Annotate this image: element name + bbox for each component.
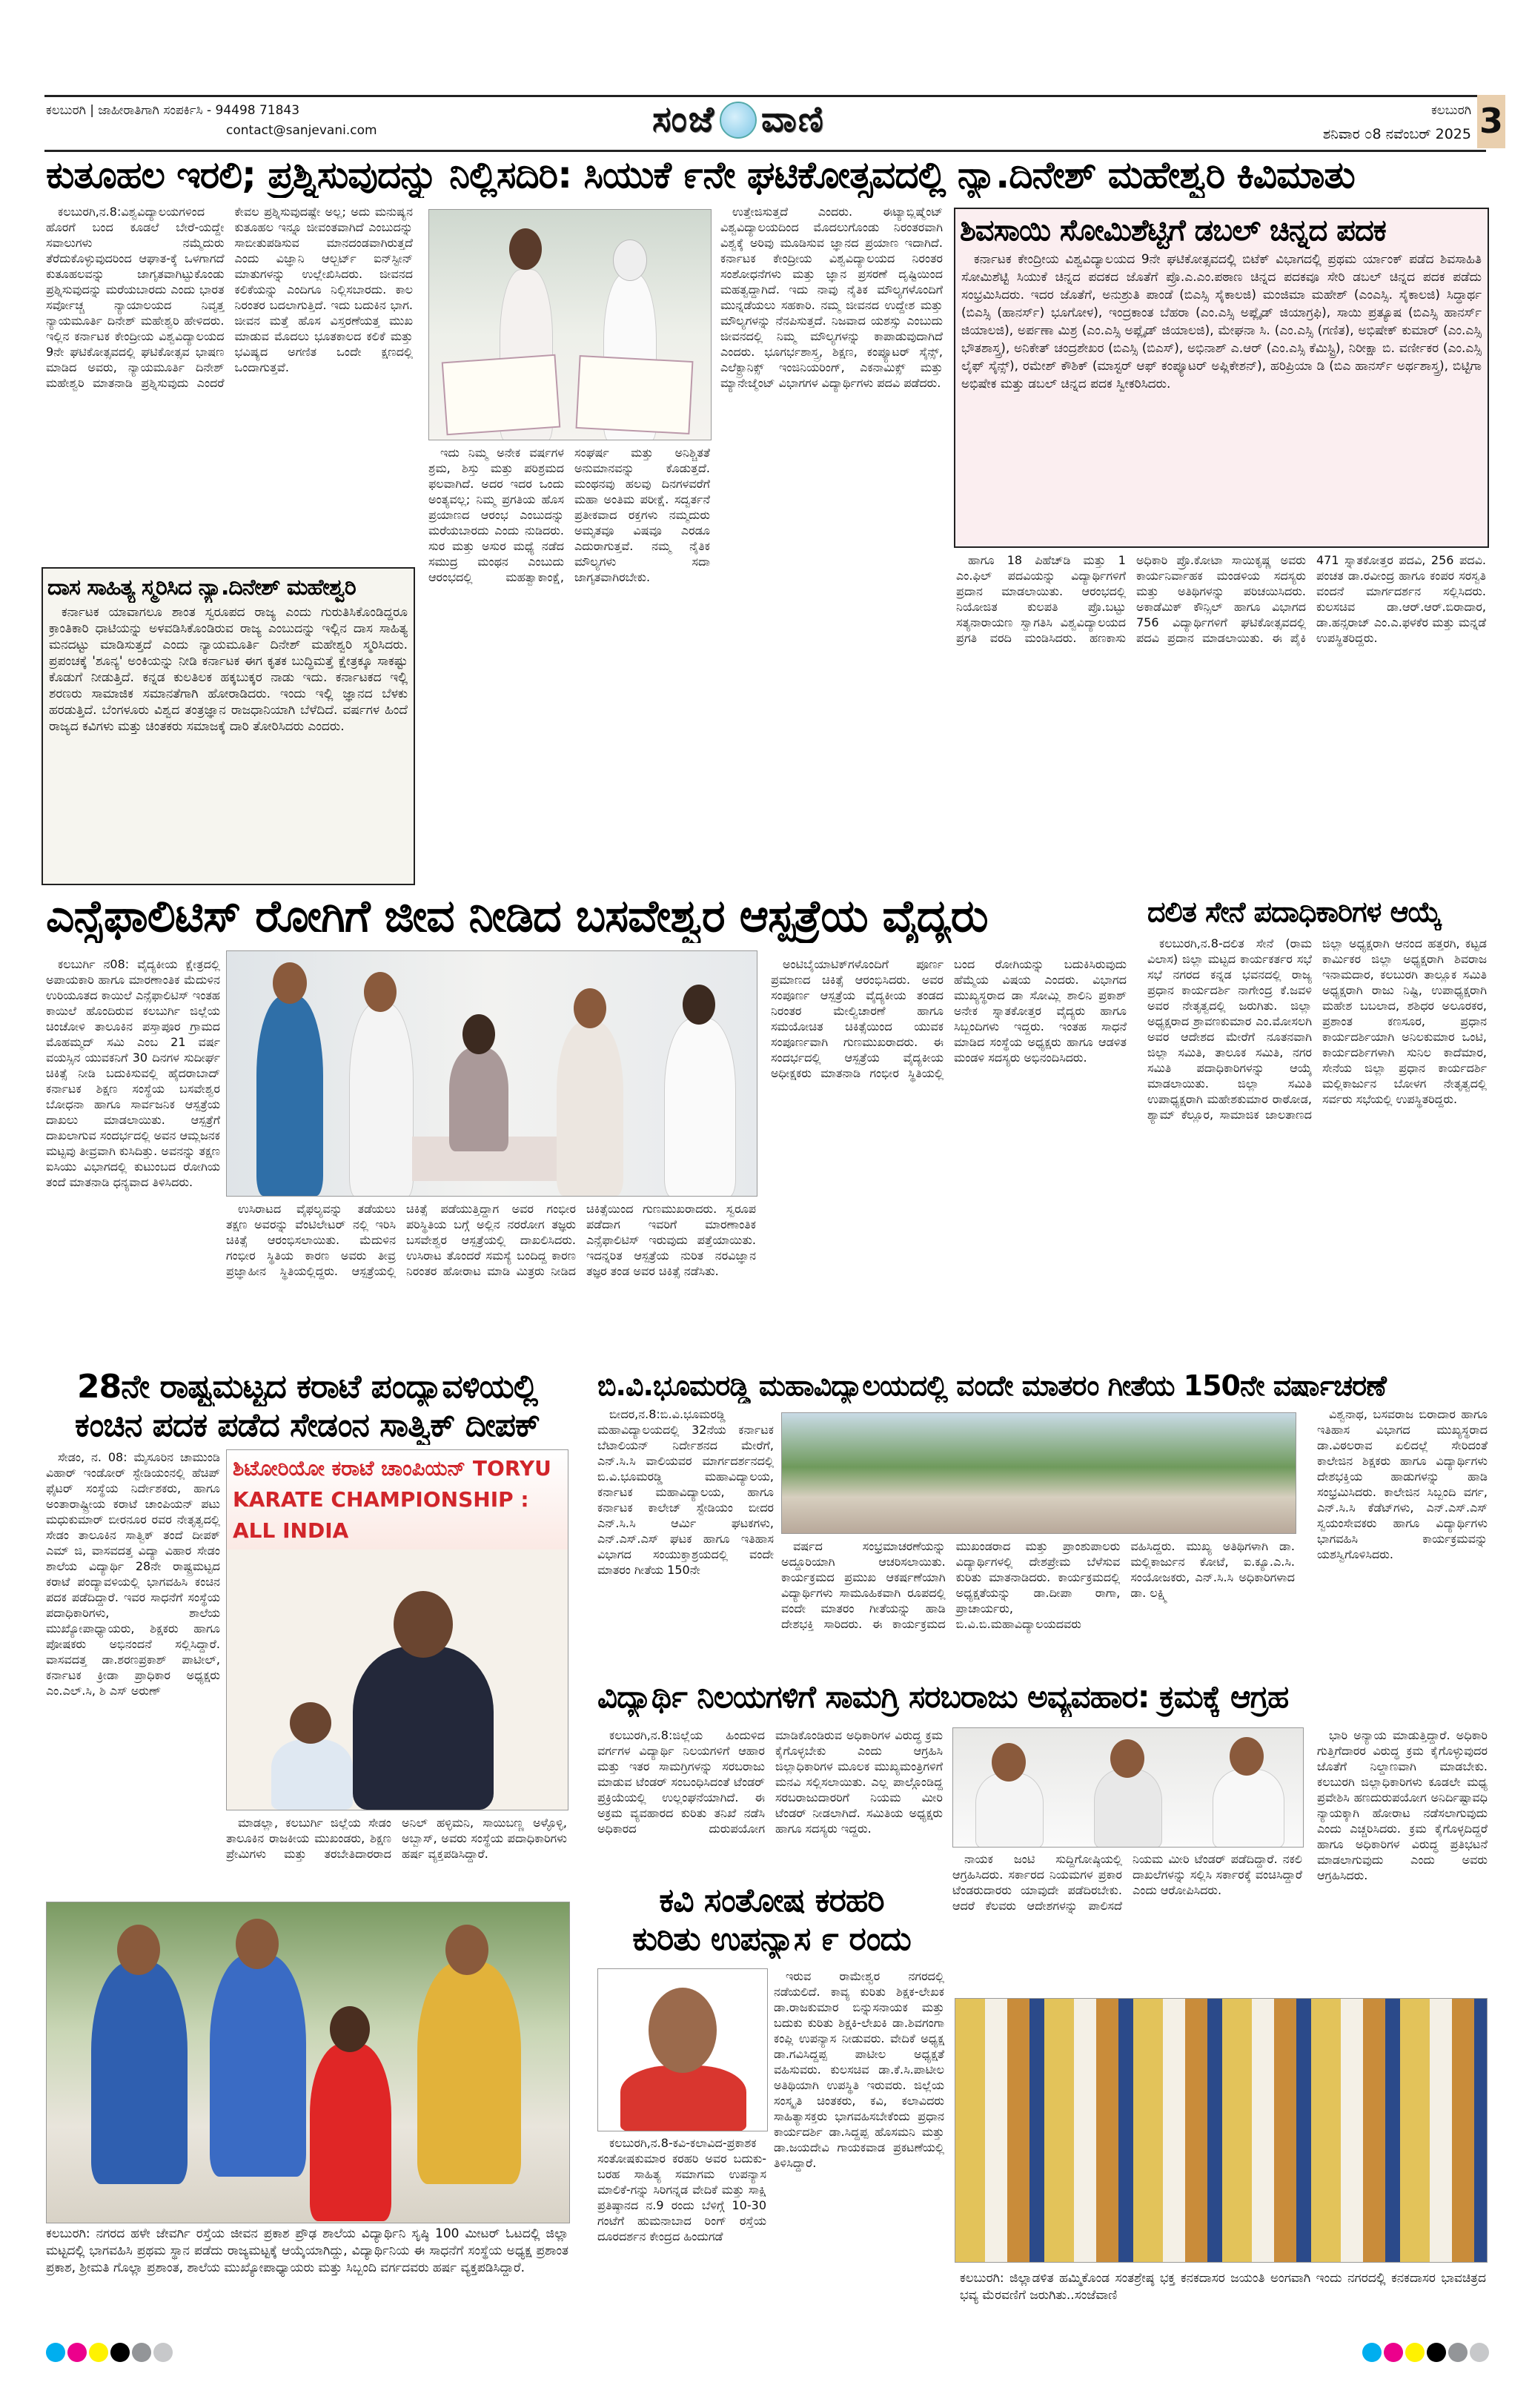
registration-marks-right: [1362, 2343, 1491, 2365]
masthead-city: ಕಲಬುರಗಿ: [1431, 103, 1471, 118]
medal-body-below-text: ಹಾಗೂ 18 ಪಿಹೆಚ್‌ಡಿ ಮತ್ತು 1 ಎಂ.ಫಿಲ್ ಪದವಿಯನ್ನು ವಿದ್ಯಾರ್ಥಿಗಳಿಗೆ ಪ್ರದಾನ ಮಾಡಲಾಯಿತು. ಆರಂಭದಲ್ಲಿ ನಿಯೋಜಿತ ಕುಲಪತಿ ಪ್ರೊ.ಬಟ್ಟು ಸತ್ಯನಾರಾಯಣ ಸ್ವಾಗತಿಸಿ ವಿಶ್ವವಿದ್ಯಾಲಯದ ಪ್ರಗತಿ ವರದಿ ಮಂಡಿಸಿದರು. ಹಣಕಾಸು ಅಧಿಕಾರಿ ಪ್ರೊ.ಕೋಟಾ ಸಾಯಿಕೃಷ್ಣ ಅವರು ಕಾರ್ಯನಿರ್ವಾಹಕ ಮಂಡಳಿಯ ಸದಸ್ಯರು ಮತ್ತು ಅತಿಥಿಗಳನ್ನು ಪರಿಚಯಿಸಿದರು. ಅಕಾಡೆಮಿಕ್ ಕೌನ್ಸಿಲ್ ಹಾಗೂ ವಿಭಾಗದ 756 ವಿದ್ಯಾರ್ಥಿಗಳಿಗೆ ಘಟಿಕೋತ್ಸವದಲ್ಲಿ ಪದವಿ ಪ್ರದಾನ ಮಾಡಲಾಯಿತು. ಈ ಪೈಕಿ 471 ಸ್ನಾತಕೋತ್ತರ ಪದವಿ, 256 ಪದವಿ. ಪಂಚತ ಡಾ.ರವೀಂದ್ರ ಹಾಗೂ ಕಂಪರ ಸರಸ್ವತಿ ವಂದನೆ ಮಾರ್ಗದರ್ಶನ ಸಲ್ಲಿಸಿದರು. ಕುಲಸಚಿವ ಡಾ.ಆರ್.ಆರ್.ಬಿರಾದಾರ, ಡಾ.ಹನ್ಸರಾಜ್ ಎಂ.ಎ.ಫಳಕೆರ ಮತ್ತು ಮನ್ನಡೆ ಉಪಸ್ಥಿತರಿದ್ದರು.: [956, 553, 1486, 645]
student-head: [290, 1702, 331, 1744]
doctor-head: [683, 985, 715, 1025]
person-head: [445, 1925, 488, 1975]
kavi-headline-line1: ಕವಿ ಸಂತೋಷ ಕರಹರಿ: [659, 1882, 884, 1919]
karate-body: [46, 1449, 220, 1898]
student-figure: [310, 2043, 391, 2221]
masthead-email: contact@sanjevani.com: [226, 123, 377, 138]
student-figure: [271, 1739, 353, 1810]
cyan-dot: [46, 2343, 65, 2362]
hospital-photo: [226, 950, 757, 1197]
graduate-head: [613, 239, 647, 281]
patient-head: [462, 1014, 495, 1054]
dasa-body-text: ಕರ್ನಾಟಕ ಯಾವಾಗಲೂ ಶಾಂತ ಸ್ವರೂಪದ ರಾಜ್ಯ ಎಂದು ಗುರುತಿಸಿಕೊಂಡಿದ್ದರೂ ಕ್ರಾಂತಿಕಾರಿ ಧಾಟಿಯನ್ನು ಅಳವಡಿಸಿಕೊಂಡಿರುವ ರಾಜ್ಯ ಎಂಬುದನ್ನು ಇಲ್ಲಿನ ದಾಸ ಸಾಹಿತ್ಯ ಮನದಟ್ಟು ಮಾಡಿಸುತ್ತದೆ ಎಂದು ನ್ಯಾಯಮೂರ್ತಿ ದಿನೇಶ್ ಮಹೇಶ್ವರಿ ಸ್ಮರಿಸಿದರು. ಪ್ರಪಂಚಕ್ಕೆ 'ಶೂನ್ಯ' ಅಂಕಿಯನ್ನು ನೀಡಿ ಕರ್ನಾಟಕ ಈಗ ಕೃತಕ ಬುದ್ಧಿಮತ್ತೆ ಕ್ಷೇತ್ರಕ್ಕೂ ಸಾಕಷ್ಟು ಕೊಡುಗೆ ನೀಡುತ್ತಿದೆ. ಕನ್ನಡ ಕುಲತಿಲಕ ಹಕ್ಕಬುಕ್ಕರ ನಾಡು ಇದು. ಕರ್ನಾಟಕದ ಇಲ್ಲಿ ಶರಣರು ಸಾಮಾಜಿಕ ಸಮಾನತೆಗಾಗಿ ಹೋರಾಡಿದರು. ಇಂದು ಇಲ್ಲಿ ಜ್ಞಾನದ ಬೆಳಕು ಹರಡುತ್ತಿದೆ. ಬೆಂಗಳೂರು ವಿಶ್ವದ ತಂತ್ರಜ್ಞಾನ ರಾಜಧಾನಿಯಾಗಿ ಬೆಳೆದಿದೆ. ವರ್ಷಗಳ ಹಿಂದೆ ರಾಜ್ಯದ ಕವಿಗಳು ಮತ್ತು ಚಿಂತಕರು ಸಮಾಜಕ್ಕೆ ದಾರಿ ತೋರಿಸಿದರು ಎಂದರು.: [49, 605, 408, 734]
dasa-headline: ದಾಸ ಸಾಹಿತ್ಯ ಸ್ಮರಿಸಿದ ನ್ಯಾ.ದಿನೇಶ್ ಮಹೇಶ್ವರಿ: [47, 575, 356, 601]
gray-dot: [1448, 2343, 1468, 2362]
yellow-dot: [1405, 2343, 1425, 2362]
black-dot: [1427, 2343, 1446, 2362]
magenta-dot: [1384, 2343, 1403, 2362]
doctor-head: [574, 988, 606, 1028]
coach-head: [394, 1591, 453, 1658]
person-figure: [210, 1954, 306, 2177]
vande-headline: ಬಿ.ವಿ.ಭೂಮರಡ್ಡಿ ಮಹಾವಿದ್ಯಾಲಯದಲ್ಲಿ ವಂದೇ ಮಾತರಂ ಗೀತೆಯ 150ನೇ ವರ್ಷಾಚರಣೆ: [597, 1369, 1386, 1402]
lead-body-left-text: ಕಲಬುರಗಿ,ನ.8:ವಿಶ್ವವಿದ್ಯಾಲಯಗಳಿಂದ ಹೊರಗೆ ಬಂದ ಕೂಡಲೆ ಬೇರೆ-ಯದ್ದೇ ಸವಾಲುಗಳು ನಮ್ಮೆದುರು ತೆರೆದುಕೊಳ್ಳುವುದರಿಂದ ಆಘಾತ-ಕ್ಕೆ ಒಳಗಾಗದೆ ಕುತೂಹಲವನ್ನು ಜಾಗೃತವಾಗಿಟ್ಟುಕೊಂಡು ಪ್ರಶ್ನಿಸುವುದನ್ನು ಮರೆಯಬಾರದು ಎಂದು ಭಾರತ ಸರ್ವೋಚ್ಚ ನ್ಯಾಯಾಲಯದ ನಿವೃತ್ತ ನ್ಯಾಯಮೂರ್ತಿ ದಿನೇಶ್ ಮಹೇಶ್ವರಿ ಹೇಳಿದರು. ಇಲ್ಲಿನ ಕರ್ನಾಟಕ ಕೇಂದ್ರೀಯ ವಿಶ್ವವಿದ್ಯಾಲಯದ 9ನೇ ಘಟಿಕೋತ್ಸವದಲ್ಲಿ ಘಟಿಕೋತ್ಸವ ಭಾಷಣ ಮಾಡಿದ ಅವರು, ನ್ಯಾಯಮೂರ್ತಿ ದಿನೇಶ್ ಮಹೇಶ್ವರಿ ಮಾತನಾಡಿ ಪ್ರಶ್ನಿಸುವುದು ಎಂದರೆ ಕೇವಲ ಪ್ರಶ್ನಿಸುವುದಷ್ಟೇ ಅಲ್ಲ; ಅದು ಮನುಷ್ಯನ ಕುತೂಹಲ ಇನ್ನೂ ಜೀವಂತವಾಗಿದೆ ಎಂಬುದನ್ನು ಸಾಬೀತುಪಡಿಸುವ ಮಾನದಂಡವಾಗಿರುತ್ತದೆ ಎಂದು ವಿಜ್ಞಾನಿ ಆಲ್ಬರ್ಟ್ ಐನ್‌ಸ್ಟೀನ್ ಮಾತುಗಳನ್ನು ಉಲ್ಲೇಖಿಸಿದರು. ಜೀವನದ ಕಲಿಕೆಯನ್ನು ಎಂದಿಗೂ ನಿಲ್ಲಿಸಬಾರದು. ಕಾಲ ನಿರಂತರ ಬದಲಾಗುತ್ತಿದೆ. ಇದು ಬದುಕಿನ ಭಾಗ. ಜೀವನ ಮತ್ತೆ ಹೊಸ ವಿಸ್ತರಣೆಯತ್ತ ಮುಖ ಮಾಡುವ ಮೊದಲು ಭೂತಕಾಲದ ಕಲಿಕೆ ಮತ್ತು ಭವಿಷ್ಯದ ಅಗಣಿತ ಒಂದೇ ಕ್ಷಣದಲ್ಲಿ ಒಂದಾಗುತ್ತವೆ.: [46, 205, 413, 390]
lead-body-right: [720, 204, 943, 882]
black-dot: [110, 2343, 130, 2362]
encephalitis-body-right: [771, 956, 1127, 1357]
dalit-body: [1147, 936, 1487, 1357]
light-gray-dot: [1470, 2343, 1489, 2362]
lead-body-right-text: ಉತ್ತೇಜಿಸುತ್ತದೆ ಎಂದರು. ಈಟ್ಯಾಬ್ಲಿಷ್ಮೆಂಟ್ ವಿಶ್ವವಿದ್ಯಾಲಯದಿಂದ ಮೊದಲುಗೊಂಡು ನಿರಂತರವಾಗಿ ವಿಶ್ವಕ್ಕೆ ಅರಿವು ಮೂಡಿಸುವ ಜ್ಞಾನದ ಪ್ರಯಾಣ ಇದಾಗಿದೆ. ಕರ್ನಾಟಕ ಕೇಂದ್ರೀಯ ವಿಶ್ವವಿದ್ಯಾಲಯದ ನಿರಂತರ ಸಂಶೋಧನೆಗಳು ಮತ್ತು ಜ್ಞಾನ ಪ್ರಸರಣೆ ದೃಷ್ಟಿಯಿಂದ ಮಹತ್ವದ್ದಾಗಿದೆ. ಇದು ನಾವು ನೈತಿಕ ಮೌಲ್ಯಗಳೊಂದಿಗೆ ಮುನ್ನಡೆಯಲು ಸಹಕಾರಿ. ನಮ್ಮ ಜೀವನದ ಉದ್ದೇಶ ಮತ್ತು ಮೌಲ್ಯಗಳನ್ನು ನೆನಪಿಸುತ್ತದೆ. ನಿಜವಾದ ಯಶಸ್ಸು ಎಂಬುದು ಜೀವನದಲ್ಲಿ ನಿಮ್ಮ ಮೌಲ್ಯಗಳನ್ನು ಕಾಪಾಡುವುದಾಗಿದೆ ಎಂದರು. ಭೂಗರ್ಭಶಾಸ್ತ್ರ, ಶಿಕ್ಷಣ, ಕಂಪ್ಯೂಟರ್ ಸೈನ್ಸ್, ಎಲೆಕ್ಟ್ರಾನಿಕ್ಸ್ ಇಂಜಿನಿಯರಿಂಗ್, ಎಕನಾಮಿಕ್ಸ್ ಮತ್ತು ಮ್ಯಾನೇಜ್ಮೆಂಟ್ ವಿಭಾಗಗಳ ವಿದ್ಯಾರ್ಥಿಗಳು ಪದವಿ ಪಡೆದರು.: [720, 205, 943, 390]
doctor-figure: [664, 1018, 736, 1197]
person-figure: [1213, 1769, 1284, 1848]
lead-body-under-photo-text: ಇದು ನಿಮ್ಮ ಅನೇಕ ವರ್ಷಗಳ ಶ್ರಮ, ಶಿಸ್ತು ಮತ್ತು ಪರಿಶ್ರಮದ ಫಲವಾಗಿದೆ. ಅದರ ಇದರ ಒಂದು ಅಂತ್ಯವಲ್ಲ; ನಿಮ್ಮ ಪ್ರಗತಿಯ ಹೊಸ ಪ್ರಯಾಣದ ಆರಂಭ ಎಂಬುದನ್ನು ಮರೆಯಬಾರದು ಎಂದು ನುಡಿದರು. ಸುರ ಮತ್ತು ಅಸುರ ಮಧ್ಯೆ ನಡೆದ ಸಮುದ್ರ ಮಂಥನ ಎಂಬುದು ಆರಂಭದಲ್ಲಿ ಮಹತ್ವಾಕಾಂಕ್ಷೆ, ಸಂಘರ್ಷ ಮತ್ತು ಅನಿಶ್ಚಿತತೆ ಅನುಮಾನವನ್ನು ಕೊಡುತ್ತದೆ. ಮಂಥನವು ಹಲವು ದಿನಗಳವರೆಗೆ ಮಹಾ ಅಂತಿಮ ಪರೀಕ್ಷೆ. ಸದ್ವರ್ತನೆ ಪ್ರತೀಕವಾದ ರಕ್ತಗಳು ನಮ್ಮದುರು ಅಮೃತವೂ ವಿಷವೂ ಎರಡೂ ಎದುರಾಗುತ್ತವೆ. ನಮ್ಮ ನೈತಿಕ ಮೌಲ್ಯಗಳು ಸದಾ ಜಾಗೃತವಾಗಿರಬೇಕು.: [428, 446, 710, 584]
karate-photo: [226, 1449, 568, 1810]
masthead-contact: ಕಲಬುರಗಿ | ಜಾಹೀರಾತಿಗಾಗಿ ಸಂಪರ್ಕಿಸಿ - 94498 71843: [46, 103, 300, 118]
person-head: [117, 1925, 160, 1975]
person-figure: [1094, 1769, 1162, 1848]
kavi-headline-line2: ಕುರಿತು ಉಪನ್ಯಾಸ ೯ ರಂದು: [632, 1920, 911, 1958]
person-head: [1230, 1737, 1264, 1776]
registration-marks-left: [46, 2343, 175, 2365]
globe-icon: [720, 102, 757, 139]
karate-headline-line1: 28ನೇ ರಾಷ್ಟ್ರಮಟ್ಟದ ಕರಾಟೆ ಪಂದ್ಯಾವಳಿಯಲ್ಲಿ: [77, 1368, 537, 1406]
championship-banner: ಶಿಟೋರಿಯೋ ಕರಾಟೆ ಚಾಂಪಿಯನ್ TORYU KARATE CHAMPIONSHIP : ALL INDIA: [227, 1450, 568, 1549]
doctor-figure: [557, 1022, 623, 1196]
yellow-dot: [89, 2343, 108, 2362]
encephalitis-body-left-text: ಕಲಬುರ್ಗಿ ನ08: ವೈದ್ಯಕೀಯ ಕ್ಷೇತ್ರದಲ್ಲಿ ಅಪಾಯಕಾರಿ ಹಾಗೂ ಮಾರಣಾಂತಿಕ ಮೆದುಳಿನ ಉರಿಯೂತದ ಕಾಯಿಲೆ ಎನ್ಸೆಫಾಲಿಟಿಸ್ ಇಂತಹ ಕಾಯಿಲೆ ಹೊಂದಿರುವ ಕಲಬುರ್ಗಿ ಜಿಲ್ಲೆಯ ಚಿಂಚೋಳಿ ತಾಲೂಕಿನ ಪಸ್ತಾಪೂರ ಗ್ರಾಮದ ಮೊಹಮ್ಮದ್ ಸಮಿ ಎಂಬ 21 ವರ್ಷ ವಯಸ್ಸಿನ ಯುವಕನಿಗೆ 30 ದಿನಗಳ ಸುದೀರ್ಘ ಚಿಕಿತ್ಸೆ ನೀಡಿ ಬದುಕಿಸುವಲ್ಲಿ ಹೈದರಾಬಾದ್ ಕರ್ನಾಟಕ ಶಿಕ್ಷಣ ಸಂಸ್ಥೆಯ ಬಸವೇಶ್ವರ ಬೋಧನಾ ಹಾಗೂ ಸಾರ್ವಜನಿಕ ಆಸ್ಪತ್ರೆಯ ದಾಖಲು ಮಾಡಲಾಯಿತು. ಆಸ್ಪತ್ರೆಗೆ ದಾಖಲಾಗುವ ಸಂದರ್ಭದಲ್ಲಿ ಅವನ ಆಮ್ಲಜನಕ ಮಟ್ಟವು ತೀವ್ರವಾಗಿ ಕುಸಿದಿತ್ತು. ಅವನನ್ನು ತಕ್ಷಣ ಐಸಿಯು ವಿಭಾಗದಲ್ಲಿ ಕುಟುಂಬದ ರೋಗಿಯ ತಂದೆ ಮಾತನಾಡಿ ಧನ್ಯವಾದ ತಿಳಿಸಿದರು.: [46, 957, 220, 1189]
vande-body-under-photo-text: ವರ್ಷದ ಸಂಭ್ರಮಾಚರಣೆಯನ್ನು ಅದ್ದೂರಿಯಾಗಿ ಆಚರಿಸಲಾಯಿತು. ಕಾರ್ಯಕ್ರಮದ ಪ್ರಮುಖ ಆಕರ್ಷಣೆಯಾಗಿ ವಿದ್ಯಾರ್ಥಿಗಳು ಸಾಮೂಹಿಕವಾಗಿ ರೂಪದಲ್ಲಿ ವಂದೇ ಮಾತರಂ ಗೀತೆಯನ್ನು ಹಾಡಿ ದೇಶಭಕ್ತಿ ಸಾರಿದರು. ಈ ಕಾರ್ಯಕ್ರಮದ ಮುಖಂಡರಾದ ಮತ್ತು ಪ್ರಾಂಶುಪಾಲರು ವಿದ್ಯಾರ್ಥಿಗಳಲ್ಲಿ ದೇಶಪ್ರೇಮ ಬೆಳೆಸುವ ಕುರಿತು ಮಾತನಾಡಿದರು. ಕಾರ್ಯಕ್ರಮದಲ್ಲಿ ಅಧ್ಯಕ್ಷತೆಯನ್ನು ಡಾ.ದೀಪಾ ರಾಗಾ, ಪ್ರಾಚಾರ್ಯರು, ಬಿ.ವಿ.ಬಿ.ಮಹಾವಿದ್ಯಾಲಯದವರು ವಹಿಸಿದ್ದರು. ಮುಖ್ಯ ಅತಿಥಿಗಳಾಗಿ ಡಾ. ಮಲ್ಲಿಕಾರ್ಜುನ ಕೋಟೆ, ಐ.ಕ್ಯೂ.ಎ.ಸಿ. ಸಂಯೋಜಕರು, ಎನ್.ಸಿ.ಸಿ ಅಧಿಕಾರಿಗಳಾದ ಡಾ. ಲಕ್ಷ್ಮಿ: [781, 1539, 1295, 1631]
coach-figure: [353, 1647, 494, 1810]
encephalitis-body-under-photo: [226, 1201, 756, 1357]
doctor-figure: [256, 996, 323, 1196]
athletics-caption: ಕಲಬುರಗಿ: ನಗರದ ಹಳೇ ಜೇವರ್ಗಿ ರಸ್ತೆಯ ಜೀವನ ಪ್ರಕಾಶ ಪ್ರೌಢ ಶಾಲೆಯ ವಿದ್ಯಾರ್ಥಿನಿ ಸೃಷ್ಠಿ 100 ಮೀಟರ್ ಓಟದಲ್ಲಿ ಜಿಲ್ಲಾ ಮಟ್ಟದಲ್ಲಿ ಭಾಗವಹಿಸಿ ಪ್ರಥಮ ಸ್ಥಾನ ಪಡೆದು ರಾಜ್ಯಮಟ್ಟಕ್ಕೆ ಆಯ್ಕೆಯಾಗಿದ್ದು, ವಿದ್ಯಾರ್ಥಿನಿಯ ಈ ಸಾಧನೆಗೆ ಸಂಸ್ಥೆಯ ಅಧ್ಯಕ್ಷ ಪ್ರಶಾಂತ ಪ್ರಕಾಶ, ಶ್ರೀಮತಿ ಗೊಲ್ಲಾ ಪ್ರಶಾಂತ, ಶಾಲೆಯ ಮುಖ್ಯೋಪಾಧ್ಯಾಯರು ಮತ್ತು ಸಿಬ್ಬಂದಿ ವರ್ಗದವರು ಹರ್ಷ ವ್ಯಕ್ತಪಡಿಸಿದ್ದಾರೆ.: [46, 2226, 568, 2275]
gray-dot: [132, 2343, 151, 2362]
person-head: [236, 1919, 279, 1969]
logo-text-left: ಸಂಜೆ: [652, 99, 715, 140]
karate-body-under-photo: [226, 1815, 567, 1898]
encephalitis-body-left: [46, 956, 220, 1357]
student-head: [330, 2006, 370, 2052]
masthead-date: ಶನಿವಾರ ೦8 ನವೆಂಬರ್ 2025: [1322, 126, 1471, 142]
top-rule: [44, 95, 1486, 97]
hostel-body-left: [597, 1727, 943, 1876]
kavi-body: [774, 1968, 944, 2276]
doctor-head: [364, 972, 397, 1012]
vande-body-right: [1317, 1406, 1488, 1647]
person-head: [992, 1743, 1026, 1782]
vande-body-right-text: ವಿಶ್ವನಾಥ, ಬಸವರಾಜ ಬಿರಾದಾರ ಹಾಗೂ ಇತಿಹಾಸ ವಿಭಾಗದ ಮುಖ್ಯಸ್ಥರಾದ ಡಾ.ವಿಠಲರಾವ ಏಲಿದಲ್ಲೆ ಸೇರಿದಂತೆ ಕಾಲೇಜಿನ ಶಿಕ್ಷಕರು ಹಾಗೂ ವಿದ್ಯಾರ್ಥಿಗಳು ದೇಶಭಕ್ತಿಯ ಹಾಡುಗಳನ್ನು ಹಾಡಿ ಸಂಭ್ರಮಿಸಿದರು. ಕಾಲೇಜಿನ ಸಿಬ್ಬಂದಿ ವರ್ಗ, ಎನ್.ಸಿ.ಸಿ ಕೆಡೆಟ್‌ಗಳು, ಎನ್.ಎಸ್.ಎಸ್ ಸ್ವಯಂಸೇವಕರು ಹಾಗೂ ವಿದ್ಯಾರ್ಥಿಗಳು ಭಾಗವಹಿಸಿ ಕಾರ್ಯಕ್ರಮವನ್ನು ಯಶಸ್ವಿಗೊಳಿಸಿದರು.: [1317, 1407, 1488, 1561]
vande-body-left: [597, 1406, 774, 1647]
medal-headline: ಶಿವಸಾಯಿ ಸೋಮಿಶೆಟ್ಟಿಗೆ ಡಬಲ್ ಚಿನ್ನದ ಪದಕ: [960, 214, 1386, 248]
person-head: [1110, 1739, 1144, 1778]
patient-figure: [449, 1048, 508, 1151]
karate-body-under-photo-text: ಮಾಡಲ್ಲಾ, ಕಲಬುರ್ಗಿ ಜಿಲ್ಲೆಯ ಸೇಡಂ ತಾಲೂಕಿನ ರಾಜಕೀಯ ಮುಖಂಡರು, ಶಿಕ್ಷಣ ಪ್ರೇಮಿಗಳು ಮತ್ತು ತರಬೇತಿದಾರರಾದ ಅನಿಲ್ ಹಳ್ಳಿಮನಿ, ಸಾಯಿಬಣ್ಣ ಅಳ್ಳೊಳ್ಳಿ, ಅಬ್ಬಾಸ್, ಅವರು ಸಂಸ್ಥೆಯ ಪದಾಧಿಕಾರಿಗಳು ಹರ್ಷ ವ್ಯಕ್ತಪಡಿಸಿದ್ದಾರೆ.: [226, 1816, 567, 1861]
person-figure: [975, 1773, 1044, 1848]
medal-body-text: ಕರ್ನಾಟಕ ಕೇಂದ್ರೀಯ ವಿಶ್ವವಿದ್ಯಾಲಯದ 9ನೇ ಘಟಿಕೋತ್ಸವದಲ್ಲಿ ಬಿಟೆಕ್ ವಿಭಾಗದಲ್ಲಿ ಪ್ರಥಮ ರ್ಯಾಂಕ್ ಪಡೆದ ಶಿವಸಾಹಿತಿ ಸೋಮಿಶೆಟ್ಟಿ ಸಿಯುಕೆ ಚಿನ್ನದ ಪದಕದ ಜೊತೆಗೆ ಪ್ರೊ.ಎ.ಎಂ.ಪಠಾಣ ಚಿನ್ನದ ಪದಕವೂ ಸೇರಿ ಡಬಲ್ ಚಿನ್ನದ ಪದಕ ಪಡೆದು ಸಂಭ್ರಮಿಸಿದರು. ಇದರ ಜೊತೆಗೆ, ಅನುಶ್ರುತಿ ಪಾಂಡೆ (ಬಿಎಸ್ಸಿ ಸೈಕಾಲಜಿ) ಮಂಜಿಮಾ ಮಹೇಶ್ (ಎಂಎಸ್ಸಿ. ಸೈಕಾಲಜಿ) ಸಿದ್ಧಾರ್ಥ (ಬಿಎಸ್ಸಿ (ಹಾನರ್ಸ್) ಭೂಗೋಳ), ಇಂದ್ರಕಾಂತ ಬೆಹರಾ (ಎಂ.ಎಸ್ಸಿ ಅಪ್ಲೈಡ್ ಜಿಯಾಗ್ರಫಿ), ಸಾಯಿ ಪ್ರತ್ಯೂಷ (ಬಿಎಸ್ಸಿ ಹಾನರ್ಸ್ ಜಿಯಾಲಜಿ), ಅರ್ಪಣಾ ಮಿಶ್ರ (ಎಂ.ಎಸ್ಸಿ ಅಪ್ಲೈಡ್ ಜಿಯಾಲಜಿ), ಮೇಘನಾ ಸಿ. (ಎಂ.ಎಸ್ಸಿ (ಗಣಿತ), ಅಭಿಷೇಕ್ ಕುಮಾರ್ (ಎಂ.ಎಸ್ಸಿ ಭೌತಶಾಸ್ತ್ರ), ಅನಿಕೇತ್ ಚಂದ್ರಶೇಖರ (ಬಿಎಸ್ಸಿ (ಬಿಎಸ್), ಅಭಿನಾಶ್ ಎ.ಆರ್ (ಎಂ.ಎಸ್ಸಿ ಕೆಮಿಸ್ಟ್ರಿ), ನಿರೀಕ್ಷಾ ಬಿ. ವರ್ಣೀಕರ (ಎಂ.ಎಸ್ಸಿ ಲೈಫ್ ಸೈನ್ಸ್), ರಮೇಶ್ ಕೌಶಿಕ್ (ಮಾಸ್ಟರ್ ಆಫ್ ಕಂಪ್ಯೂಟರ್ ಅಪ್ಲಿಕೇಶನ್), ಹರಿಪ್ರಿಯಾ ಡಿ (ಬಿಎ ಹಾನರ್ಸ್ ಅರ್ಥಶಾಸ್ತ್ರ), ಬಿಟ್ಟಿಗಾ ಅಭಿಷೇಕ ಮತ್ತು ಡಬಲ್ ಚಿನ್ನದ ಪದಕ ಸ್ವೀಕರಿಸಿದರು.: [961, 252, 1482, 391]
doctor-figure: [349, 1003, 414, 1197]
person-head: [649, 1988, 717, 2073]
graduates-photo: [428, 209, 712, 440]
karate-headline-line2: ಕಂಚಿನ ಪದಕ ಪಡೆದ ಸೇಡಂನ ಸಾತ್ವಿಕ್ ದೀಪಕ್: [74, 1406, 540, 1444]
magenta-dot: [67, 2343, 87, 2362]
lead-body-left: [46, 204, 413, 558]
person-figure: [620, 2065, 746, 2131]
dalit-headline: ದಲಿತ ಸೇನೆ ಪದಾಧಿಕಾರಿಗಳ ಆಯ್ಕೆ: [1147, 896, 1442, 928]
certificate: [576, 355, 694, 434]
medal-box: [954, 208, 1489, 548]
athletics-photo: [46, 1902, 570, 2223]
vande-mataram-photo: [781, 1412, 1296, 1534]
medal-body: [961, 251, 1482, 540]
encephalitis-headline: ಎನ್ಸೆಫಾಲಿಟಿಸ್ ರೋಗಿಗೆ ಜೀವ ನೀಡಿದ ಬಸವೇಶ್ವರ ಆಸ್ಪತ್ರೆಯ ವೈದ್ಯರು: [46, 890, 988, 942]
kavi-caption-text: ಕಲಬುರಗಿ,ನ.8-ಕವಿ-ಕಲಾವಿದ-ಪ್ರಕಾಶಕ ಸಂತೋಷಕುಮಾರ ಕರಹರಿ ಅವರ ಬದುಕು-ಬರಹ ಸಾಹಿತ್ಯ ಸಮಾಗಮ ಉಪನ್ಯಾಸ ಮಾಲಿಕೆ-ಗನ್ನು ಸಿರಿಗನ್ನಡ ವೇದಿಕೆ ಮತ್ತು ಸಾಕ್ಷಿ ಪ್ರತಿಷ್ಠಾನದ ನ.9 ರಂದು ಬೆಳಿಗ್ಗೆ 10-30 ಗಂಟೆಗೆ ಹುಮನಾಬಾದ ರಿಂಗ್ ರಸ್ತೆಯ ದೂರದರ್ಶನ ಕೇಂದ್ರದ ಹಿಂದುಗಡೆ: [597, 2136, 766, 2243]
newspaper-logo: [652, 99, 825, 141]
dasa-sahitya-box: [42, 567, 415, 885]
karate-body-text: ಸೇಡಂ, ನ. 08: ಮೈಸೂರಿನ ಚಾಮುಂಡಿ ವಿಹಾರ್ ಇಂಡೋರ್ ಸ್ಟೇಡಿಯಂನಲ್ಲಿ ಹೆಚಿಪ್ ಫೈಟರ್ ಸಂಸ್ಥೆಯ ನಿರ್ದೇಶಕರು, ಹಾಗೂ ಅಂತಾರಾಷ್ಟ್ರೀಯ ಕರಾಟೆ ಚಾಂಪಿಯನ್ ಪಟು ಮಧುಕುಮಾರ್ ಬೀರನೂರ ರವರ ನೇತೃತ್ವದಲ್ಲಿ ಸೇಡಂ ತಾಲೂಕಿನ ಸಾತ್ವಿಕ್ ತಂದೆ ದೀಪಕ್ ಎಮ್ ಜಿ, ವಾಸವದತ್ತ ವಿದ್ಯಾ ವಿಹಾರ ಸೇಡಂ ಶಾಲೆಯ ವಿದ್ಯಾರ್ಥಿ 28ನೇ ರಾಷ್ಟ್ರಮಟ್ಟದ ಕರಾಟೆ ಪಂದ್ಯಾವಳಿಯಲ್ಲಿ ಭಾಗವಹಿಸಿ ಕಂಚಿನ ಪದಕ ಪಡೆದಿದ್ದಾರೆ. ಇವರ ಸಾಧನೆಗೆ ಸಂಸ್ಥೆಯ ಪದಾಧಿಕಾರಿಗಳು, ಶಾಲೆಯ ಮುಖ್ಯೋಪಾಧ್ಯಾಯರು, ಶಿಕ್ಷಕರು ಹಾಗೂ ಪೋಷಕರು ಅಭಿನಂದನೆ ಸಲ್ಲಿಸಿದ್ದಾರೆ. ವಾಸವದತ್ತ ಡಾ.ಶರಣಪ್ರಕಾಶ್ ಪಾಟೀಲ್, ಕರ್ನಾಟಕ ಕ್ರೀಡಾ ಪ್ರಾಧಿಕಾರ ಅಧ್ಯಕ್ಷರು ಎಂ.ಎಲ್.ಸಿ, ಶಿ ಎಸ್ ಅರುಣ್: [46, 1450, 220, 1698]
dalit-body-text: ಕಲಬುರಗಿ,ನ.8-ದಲಿತ ಸೇನೆ (ರಾಮ ವಿಲಾಸ) ಜಿಲ್ಲಾ ಮಟ್ಟದ ಕಾರ್ಯಕರ್ತರ ಸಭೆ ಸಭೆ ನಗರದ ಕನ್ನಡ ಭವನದಲ್ಲಿ ರಾಜ್ಯ ಪ್ರಧಾನ ಕಾರ್ಯದರ್ಶಿ ನಾಗೇಂದ್ರ ಕೆ.ಜವಳಿ ಅವರ ನೇತೃತ್ವದಲ್ಲಿ ಜರುಗಿತು. ಜಿಲ್ಲಾ ಅಧ್ಯಕ್ಷರಾದ ಶ್ರಾವಣಕುಮಾರ ಎಂ.ಮೋಸಲಗಿ ಅವರ ಆದೇಶದ ಮೇರೆಗೆ ನೂತನವಾಗಿ ಜಿಲ್ಲಾ ಸಮಿತಿ, ತಾಲೂಕ ಸಮಿತಿ, ನಗರ ಸಮಿತಿ ಪದಾಧಿಕಾರಿಗಳನ್ನು ಆಯ್ಕೆ ಮಾಡಲಾಯಿತು. ಜಿಲ್ಲಾ ಸಮಿತಿ ಉಪಾಧ್ಯಕ್ಷರಾಗಿ ಮಹೇಶಕುಮಾರ ರಾಠೋಡ, ಶ್ಯಾಮ್ ಕೆಲ್ಲೂರ, ಸಾಮಾಜಿಕ ಜಾಲತಾಣದ ಜಿಲ್ಲಾ ಅಧ್ಯಕ್ಷರಾಗಿ ಆನಂದ ಹತ್ತರಗಿ, ಕಟ್ಟಡ ಕಾರ್ಮಿಕರ ಜಿಲ್ಲಾ ಅಧ್ಯಕ್ಷರಾಗಿ ಶಿವರಾಜ ಇನಾಮದಾರ, ಕಲಬುರಗಿ ತಾಲ್ಲೂಕ ಸಮಿತಿ ಅಧ್ಯಕ್ಷರಾಗಿ ರಾಜು ನಿಷ್ಟಿ, ಉಪಾಧ್ಯಕ್ಷರಾಗಿ ಮಹೇಶ ಬಬಲಾದ, ಶಶಿಧರ ಅಲೂರಕರ, ಪ್ರಶಾಂತ ಕಣಸೂರ, ಪ್ರಧಾನ ಕಾರ್ಯದರ್ಶಿಯಾಗಿ ಅನಿಲಕುಮಾರ ಒಂಟಿ, ಕಾರ್ಯದರ್ಶಿಗಳಾಗಿ ಸುನಿಲ ಕಾದೆಮಾರ, ಸೇನೆಯ ಜಿಲ್ಲಾ ಪ್ರಧಾನ ಕಾರ್ಯದರ್ಶಿ ಮಲ್ಲಿಕಾರ್ಜುನ ಬೋಳಗ ನೇತೃತ್ವದಲ್ಲಿ ಸರ್ವರು ಸಭೆಯಲ್ಲಿ ಉಪಸ್ಥಿತರಿದ್ದರು.: [1147, 936, 1487, 1122]
person-figure: [91, 1962, 188, 2184]
certificate: [442, 354, 561, 436]
page-number: 3: [1477, 95, 1505, 148]
logo-text-right: ವಾಣಿ: [760, 99, 825, 140]
cyan-dot: [1362, 2343, 1382, 2362]
kanaka-caption: ಕಲಬುರಗಿ: ಜಿಲ್ಲಾಡಳಿತ ಹಮ್ಮಿಕೊಂಡ ಸಂತಶ್ರೇಷ್ಠ ಭಕ್ತ ಕನಕದಾಸರ ಜಯಂತಿ ಅಂಗವಾಗಿ ಇಂದು ನಗರದಲ್ಲಿ ಕನಕದಾಸರ ಭಾವಚಿತ್ರದ ಭವ್ಯ ಮೆರವಣಿಗೆ ಜರುಗಿತು..ಸಂಜೆವಾಣಿ: [960, 2271, 1486, 2303]
person-figure: [417, 1962, 521, 2184]
hostel-body-under-photo-text: ನಾಯಕ ಜಂಟಿ ಸುದ್ದಿಗೋಷ್ಠಿಯಲ್ಲಿ ಆಗ್ರಹಿಸಿದರು. ಸರ್ಕಾರದ ನಿಯಮಗಳ ಪ್ರಕಾರ ಟೆಂಡರುದಾರರು ಯಾವುದೇ ಪಡೆದಿರಬೇಕು. ಆದರೆ ಕೆಲವರು ಆದೇಶಗಳನ್ನು ಪಾಲಿಸದೆ ನಿಯಮ ಮೀರಿ ಟೆಂಡರ್ ಪಡೆದಿದ್ದಾರೆ. ನಕಲಿ ದಾಖಲೆಗಳನ್ನು ಸಲ್ಲಿಸಿ ಸರ್ಕಾರಕ್ಕೆ ವಂಚಿಸಿದ್ದಾರೆ ಎಂದು ಆರೋಪಿಸಿದರು.: [952, 1852, 1302, 1913]
hostel-body-left-text: ಕಲಬುರಗಿ,ನ.8:ಜಿಲ್ಲೆಯ ಹಿಂದುಳಿದ ವರ್ಗಗಳ ವಿದ್ಯಾರ್ಥಿ ನಿಲಯಗಳಿಗೆ ಆಹಾರ ಮತ್ತು ಇತರ ಸಾಮಗ್ರಿಗಳನ್ನು ಸರಬರಾಜು ಮಾಡುವ ಟೆಂಡರ್ ಸಂಬಂಧಿಸಿದಂತೆ ಟೆಂಡರ್ ಪ್ರಕ್ರಿಯೆಯಲ್ಲಿ ಉಲ್ಲಂಘನೆಯಾಗಿದೆ. ಈ ಅಕ್ರಮ ವ್ಯವಹಾರದ ಕುರಿತು ತನಿಖೆ ನಡೆಸಿ ಅಧಿಕಾರದ ದುರುಪಯೋಗ ಮಾಡಿಕೊಂಡಿರುವ ಅಧಿಕಾರಿಗಳ ವಿರುದ್ಧ ಕ್ರಮ ಕೈಗೊಳ್ಳಬೇಕು ಎಂದು ಆಗ್ರಹಿಸಿ ಜಿಲ್ಲಾಧಿಕಾರಿಗಳ ಮೂಲಕ ಮುಖ್ಯಮಂತ್ರಿಗಳಿಗೆ ಮನವಿ ಸಲ್ಲಿಸಲಾಯಿತು. ಎಲ್ಲ ಪಾಲ್ಗೊಂಡಿದ್ದ ಸರಬರಾಜುದಾರರಿಗೆ ನಿಯಮ ಮೀರಿ ಟೆಂಡರ್ ನೀಡಲಾಗಿದೆ. ಸಮಿತಿಯ ಅಧ್ಯಕ್ಷರು ಹಾಗೂ ಸದಸ್ಯರು ಇದ್ದರು.: [597, 1728, 943, 1836]
lead-headline: ಕುತೂಹಲ ಇರಲಿ; ಪ್ರಶ್ನಿಸುವುದನ್ನು ನಿಲ್ಲಿಸದಿರಿ: ಸಿಯುಕೆ ೯ನೇ ಘಟಿಕೋತ್ಸವದಲ್ಲಿ ನ್ಯಾ.ದಿನೇಶ್ ಮಹೇಶ್ವರಿ ಕಿವಿಮಾತು: [46, 153, 1355, 196]
kavi-caption: [597, 2135, 766, 2276]
encephalitis-body-under-photo-text: ಉಸಿರಾಟದ ವೈಫಲ್ಯವನ್ನು ತಡೆಯಲು ತಕ್ಷಣ ಅವರನ್ನು ವೆಂಟಿಲೇಟರ್ ನಲ್ಲಿ ಇರಿಸಿ ಚಿಕಿತ್ಸೆ ಆರಂಭಿಸಲಾಯಿತು. ಮೆದುಳಿನ ಗಂಭೀರ ಸ್ಥಿತಿಯ ಕಾರಣ ಅವರು ತೀವ್ರ ಪ್ರಜ್ಞಾಹೀನ ಸ್ಥಿತಿಯಲ್ಲಿದ್ದರು. ಆಸ್ಪತ್ರೆಯಲ್ಲಿ ಚಿಕಿತ್ಸೆ ಪಡೆಯುತ್ತಿದ್ದಾಗ ಅವರ ಗಂಭೀರ ಪರಿಸ್ಥಿತಿಯ ಬಗ್ಗೆ ಅಲ್ಲಿನ ನರರೋಗ ತಜ್ಞರು ಬಸವೇಶ್ವರ ಆಸ್ಪತ್ರೆಯಲ್ಲಿ ದಾಖಲಿಸಿದರು. ಉಸಿರಾಟ ತೊಂದರೆ ಸಮಸ್ಯೆ ಬಂದಿದ್ದ ಕಾರಣ ನಿರಂತರ ಹೋರಾಟ ಮಾಡಿ ಮಿತ್ರರು ನೀಡಿದ ಚಿಕಿತ್ಸೆಯಿಂದ ಗುಣಮುಖರಾದರು. ಸ್ವರೂಪ ಪಡೆದಾಗ ಇವರಿಗೆ ಮಾರಣಾಂತಿಕ ಎನ್ಸೆಫಾಲಿಟಿಸ್ ಇರುವುದು ಪತ್ತೆಯಾಯಿತು. ಇದನ್ನರಿತ ಆಸ್ಪತ್ರೆಯ ನುರಿತ ನರವಿಜ್ಞಾನ ತಜ್ಞರ ತಂಡ ಅವರ ಚಿಕಿತ್ಸೆ ನಡೆಸಿತು.: [226, 1202, 756, 1278]
vande-body-under-photo: [781, 1538, 1295, 1647]
lead-body-under-photo: [428, 445, 710, 882]
kavi-body-text: ಇರುವ ರಾಮೇಶ್ವರ ನಗರದಲ್ಲಿ ನಡೆಯಲಿದೆ. ಕಾವ್ಯ ಕುರಿತು ಶಿಕ್ಷಕ-ಲೇಖಕ ಡಾ.ರಾಜಕುಮಾರ ಬಿನ್ನುಸನಾಯಕ ಮತ್ತು ಬದುಕು ಕುರಿತು ಶಿಕ್ಷಕಿ-ಲೇಖಕಿ ಡಾ.ಶಿವಗಂಗಾ ಕಂಪ್ಲಿ ಉಪನ್ಯಾಸ ನೀಡುವರು. ವೇದಿಕೆ ಅಧ್ಯಕ್ಷ ಡಾ.ಗವಿಸಿದ್ದಪ್ಪ ಪಾಟೀಲ ಅಧ್ಯಕ್ಷತೆ ವಹಿಸುವರು. ಕುಲಸಚಿವ ಡಾ.ಕೆ.ಸಿ.ಪಾಟೀಲ ಅತಿಥಿಯಾಗಿ ಉಪಸ್ಥಿತಿ ಇರುವರು. ಜಿಲ್ಲೆಯ ಸಂಸ್ಕೃತಿ ಚಿಂತಕರು, ಕವಿ, ಕಲಾವಿದರು ಸಾಹಿತ್ಯಾಸಕ್ತರು ಭಾಗವಹಿಸಬೇಕೆಂದು ಪ್ರಧಾನ ಕಾರ್ಯದರ್ಶಿ ಡಾ.ಸಿದ್ದಪ್ಪ ಹೊಸಮನಿ ಮತ್ತು ಡಾ.ಜಯದೇವಿ ಗಾಯಕವಾಡ ಪ್ರಕಟಣೆಯಲ್ಲಿ ತಿಳಿಸಿದ್ದಾರೆ.: [774, 1969, 944, 2170]
hostel-headline: ವಿದ್ಯಾರ್ಥಿ ನಿಲಯಗಳಿಗೆ ಸಾಮಗ್ರಿ ಸರಬರಾಜು ಅವ್ಯವಹಾರ: ಕ್ರಮಕ್ಕೆ ಆಗ್ರಹ: [597, 1678, 1289, 1715]
hostel-body-right: [1317, 1727, 1488, 1992]
hostel-body-right-text: ಭಾರಿ ಅನ್ಯಾಯ ಮಾಡುತ್ತಿದ್ದಾರೆ. ಅಧಿಕಾರಿ ಗುತ್ತಿಗೆದಾರರ ವಿರುದ್ಧ ಕ್ರಮ ಕೈಗೊಳ್ಳುವುದರ ಜೊತೆಗೆ ನಿಲ್ದಾಣವಾಗಿ ಮಾಡಬೇಕು. ಕಲಬುರಗಿ ಜಿಲ್ಲಾಧಿಕಾರಿಗಳು ಕೂಡಲೇ ಮಧ್ಯ ಪ್ರವೇಶಿಸಿ ಹಣದುರುಪಯೋಗ ಅನಿರ್ದಿಷ್ಟಾವಧಿ ನ್ಯಾಯಕ್ಕಾಗಿ ಹೋರಾಟ ನಡೆಸಲಾಗುವುದು ಎಂದು ಎಚ್ಚರಿಸಿದರು. ಕ್ರಮ ಕೈಗೊಳ್ಳದಿದ್ದರೆ ಹಾಗೂ ಅಧಿಕಾರಿಗಳ ವಿರುದ್ಧ ಪ್ರತಿಭಟನೆ ಮಾಡಲಾಗುವುದು ಎಂದು ಅವರು ಆಗ್ರಹಿಸಿದರು.: [1317, 1728, 1488, 1882]
medal-body-below: [956, 552, 1486, 882]
graduate-head: [509, 228, 542, 270]
vande-body-left-text: ಬೀದರ,ನ.8:ಬಿ.ವಿ.ಭೂಮರಡ್ಡಿ ಮಹಾವಿದ್ಯಾಲಯದಲ್ಲಿ 32ನೆಯ ಕರ್ನಾಟಕ ಬೆಟಾಲಿಯನ್ ನಿರ್ದೇಶನದ ಮೇರೆಗೆ, ಎನ್.ಸಿ.ಸಿ ವಾಲಿಯವರ ಮಾರ್ಗದರ್ಶನದಲ್ಲಿ ಬಿ.ವಿ.ಭೂಮರಡ್ಡಿ ಮಹಾವಿದ್ಯಾಲಯ, ಕರ್ನಾಟಕ ಮಹಾವಿದ್ಯಾಲಯ, ಹಾಗೂ ಕರ್ನಾಟಕ ಕಾಲೇಜ್ ಸ್ಟೇಡಿಯಂ ಬೀದರ ಎನ್.ಸಿ.ಸಿ ಆರ್ಮಿ ಘಟಕಗಳು, ಎನ್.ಎಸ್.ಎಸ್ ಘಟಕ ಹಾಗೂ ಇತಿಹಾಸ ವಿಭಾಗದ ಸಂಯುಕ್ತಾಶ್ರಯದಲ್ಲಿ ವಂದೇ ಮಾತರಂ ಗೀತೆಯ 150ನೇ: [597, 1407, 774, 1577]
kavi-portrait: [597, 1968, 768, 2131]
kanaka-procession-photo: [955, 1998, 1488, 2263]
hostel-body-under-photo: [952, 1851, 1302, 1992]
press-meet-photo: [952, 1727, 1304, 1848]
dasa-body: [49, 604, 408, 875]
encephalitis-body-right-text: ಅಂಟಿಬೈಯಾಟಿಕ್‌ಗಳೊಂದಿಗೆ ಪೂರ್ಣ ಪ್ರಮಾಣದ ಚಿಕಿತ್ಸೆ ಆರಂಭಿಸಿದರು. ಅವರ ಸಂಪೂರ್ಣ ಆಸ್ಪತ್ರೆಯ ವೈದ್ಯಕೀಯ ತಂಡದ ನಿರಂತರ ಮೇಲ್ವಿಚಾರಣೆ ಹಾಗೂ ಸಮಯೋಚಿತ ಚಿಕಿತ್ಸೆಯಿಂದ ಯುವಕ ಸಂಪೂರ್ಣವಾಗಿ ಗುಣಮುಖರಾದರು. ಈ ಸಂದರ್ಭದಲ್ಲಿ ಆಸ್ಪತ್ರೆಯ ವೈದ್ಯಕೀಯ ಅಧೀಕ್ಷಕರು ಮಾತನಾಡಿ ಗಂಭೀರ ಸ್ಥಿತಿಯಲ್ಲಿ ಬಂದ ರೋಗಿಯನ್ನು ಬದುಕಿಸಿರುವುದು ಹೆಮ್ಮೆಯ ವಿಷಯ ಎಂದರು. ವಿಭಾಗದ ಮುಖ್ಯಸ್ಥರಾದ ಡಾ ಸೋಮ್ಲಿ ಶಾಲಿನಿ ಪ್ರಕಾಶ್ ಅನೇಕ ಸ್ನಾತಕೋತ್ತರ ವೈದ್ಯರು ಹಾಗೂ ಸಿಬ್ಬಂದಿಗಳು ಇದ್ದರು. ಇಂತಹ ಸಾಧನೆ ಮಾಡಿದ ಸಂಸ್ಥೆಯ ಅಧ್ಯಕ್ಷರು ಹಾಗೂ ಆಡಳಿತ ಮಂಡಳಿ ಸದಸ್ಯರು ಅಭಿನಂದಿಸಿದರು.: [771, 957, 1127, 1080]
doctor-head: [273, 962, 307, 1004]
light-gray-dot: [153, 2343, 173, 2362]
